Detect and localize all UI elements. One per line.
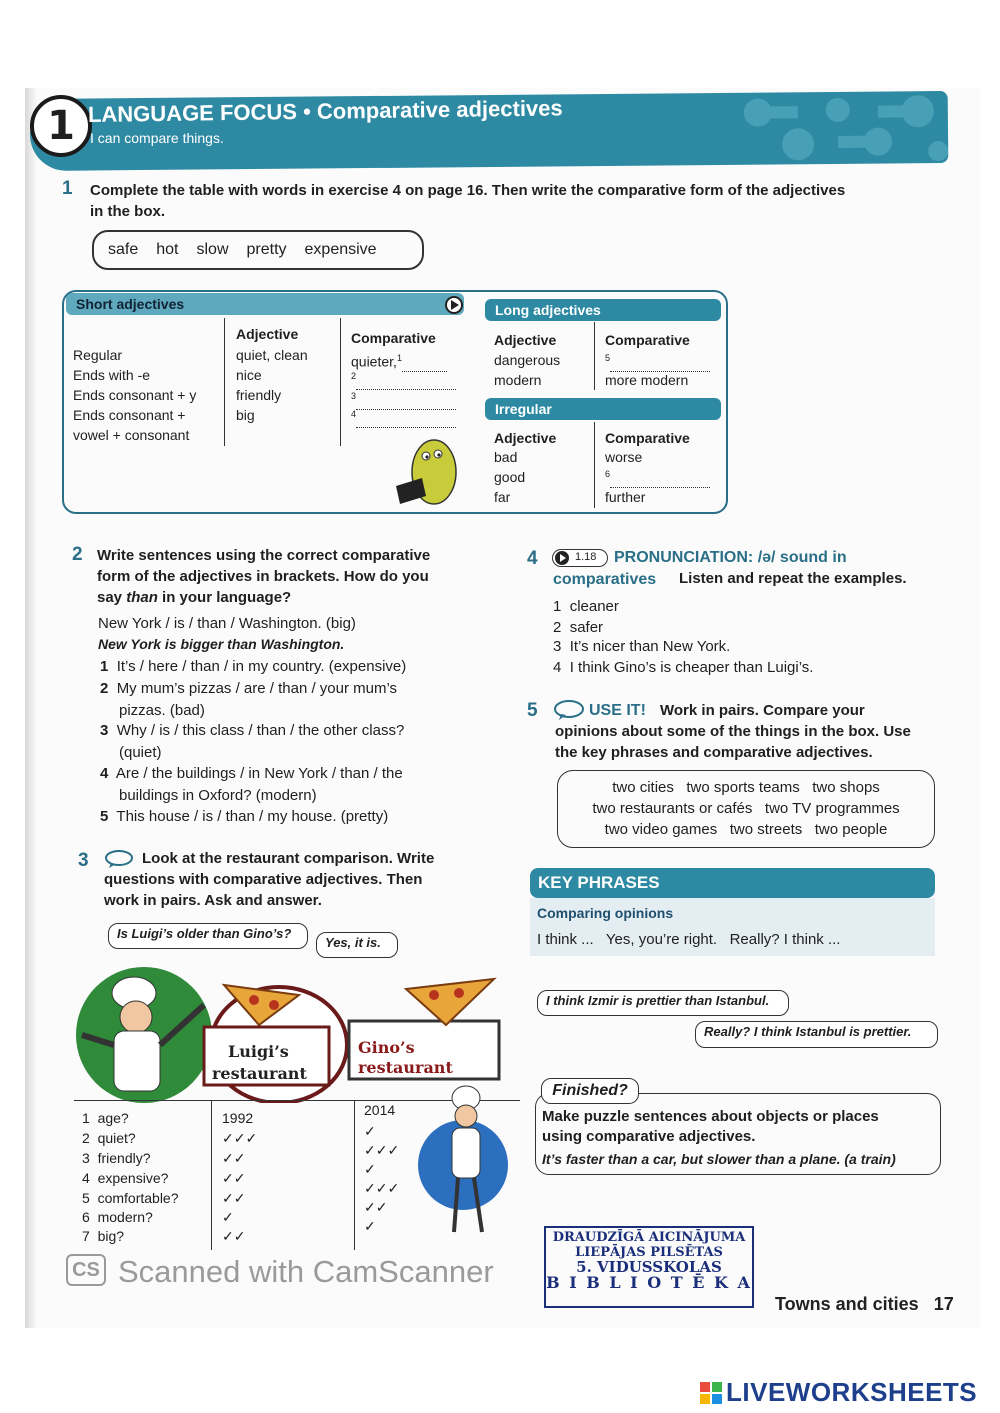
luigi-value: ✓ [222, 1209, 234, 1225]
table-row [82, 1209, 153, 1225]
gino-value: ✓✓✓ [364, 1142, 400, 1158]
row-number: 3 [82, 1150, 90, 1166]
item-text: cleaner [569, 598, 619, 615]
answer-line [356, 415, 456, 428]
camscanner-icon: CS [66, 1254, 106, 1286]
scan-watermark: Scanned with CamScanner [118, 1254, 494, 1289]
luigi-value: 1992 [222, 1110, 254, 1126]
finished-tab: Finished? [541, 1078, 639, 1104]
item-text: This house / is / than / my house. (pretty) [116, 808, 389, 825]
topics-box [557, 770, 935, 848]
item-number: 3 [100, 722, 109, 739]
ex1-instruction: Complete the table with words in exercise 4 on page 16. Then write the comparative form of the adjectives in the box. [90, 182, 846, 220]
gap-number: 4 [351, 409, 357, 419]
table-row [82, 1150, 151, 1166]
table-row [82, 1190, 179, 1206]
item-text: Why / is / this class / than / the other class? [116, 722, 405, 739]
comparative-cell: worse [605, 449, 643, 465]
row-number: 7 [82, 1228, 90, 1244]
stamp-line: DRAUDZĪGĀ AICINĀJUMA [552, 1230, 746, 1245]
word-item: hot [156, 241, 179, 258]
key-phrases-subheading: Comparing opinions [537, 905, 674, 921]
luigi-value: ✓✓ [222, 1190, 246, 1206]
short-adjectives-heading: Short adjectives [66, 293, 464, 315]
table-divider [224, 318, 225, 446]
table-row [82, 1110, 129, 1126]
ex4-title: PRONUNCIATION: /ə/ sound in [614, 549, 847, 566]
word-item: pretty [246, 241, 287, 258]
section-title: Towns and cities [775, 1294, 919, 1314]
ex2-example-prompt: New York / is / than / Washington. (big) [98, 615, 356, 632]
item-text: My mum’s pizzas / are / than / your mum’s [116, 680, 398, 697]
col-header: Comparative [605, 430, 690, 446]
col-header: Comparative [605, 332, 690, 348]
ex2-instruction-part: than [126, 589, 158, 606]
list-item [100, 678, 397, 700]
list-item [553, 657, 813, 679]
gino-value: ✓ [364, 1123, 376, 1139]
row-question: quiet? [97, 1130, 136, 1146]
row-question: expensive? [97, 1170, 169, 1186]
adjective-cell: dangerous [494, 352, 561, 368]
adjective-cell: nice [236, 367, 262, 383]
ex2-instruction: Write sentences using the correct comparative [97, 547, 431, 564]
item-number: 1 [100, 658, 109, 675]
item-text: It’s / here / than / in my country. (expensive) [116, 658, 407, 675]
ex5-instruction: Work in pairs. Compare your [660, 702, 865, 719]
item-number: 2 [553, 619, 562, 636]
word-item: slow [196, 241, 229, 258]
col-header: Adjective [494, 332, 557, 348]
table-divider [594, 322, 595, 390]
row-number: 4 [82, 1170, 90, 1186]
question-bubble: Is Luigi’s older than Gino’s? [108, 923, 308, 949]
word-box [92, 230, 424, 270]
gino-value: ✓ [364, 1161, 376, 1177]
cd-icon [554, 550, 570, 566]
page-title: LANGUAGE FOCUS • Comparative adjectives [87, 95, 563, 127]
ex4-number: 4 [527, 548, 538, 569]
row-label: Ends with -e [73, 367, 151, 383]
speech-bubble-icon [104, 849, 134, 869]
table-row [82, 1228, 124, 1244]
banner-pattern [718, 91, 949, 165]
row-question: friendly? [97, 1150, 151, 1166]
ex2-instruction-part: say [97, 589, 123, 606]
ex2-number: 2 [72, 544, 83, 565]
ex4-title: comparatives [553, 571, 657, 588]
adjective-cell: big [236, 407, 255, 423]
adjective-cell: far [494, 489, 511, 505]
list-item [100, 720, 404, 742]
luigi-value: ✓✓ [222, 1150, 246, 1166]
item-text: It’s nicer than New York. [569, 638, 731, 655]
topics-line: two cities two sports teams two shops [612, 779, 880, 796]
item-number: 4 [553, 659, 562, 676]
row-label: Ends consonant + y [73, 387, 197, 403]
liveworksheets-logo-icon [700, 1382, 722, 1404]
col-header: Adjective [494, 430, 557, 446]
comparative-cell: further [605, 489, 646, 505]
row-label: vowel + consonant [73, 427, 190, 443]
list-item [100, 806, 388, 828]
answer-gap-5[interactable] [605, 348, 710, 372]
ex4-instruction: Listen and repeat the examples. [679, 570, 907, 587]
comparative-cell: quieter, [351, 353, 397, 370]
table-divider [340, 318, 341, 446]
opinion-bubble: I think Izmir is prettier than Istanbul. [537, 990, 789, 1016]
sign-luigi: restaurant [212, 1064, 307, 1083]
adjective-cell: quiet, clean [236, 347, 308, 363]
list-item [100, 656, 406, 678]
list-item [553, 596, 619, 618]
ex3-instruction: Look at the restaurant comparison. Write [142, 850, 435, 867]
item-text: Are / the buildings / in New York / than / the [115, 765, 403, 782]
gino-value: ✓ [364, 1218, 376, 1234]
topics-line: two video games two streets two people [604, 821, 888, 838]
word-item: safe [108, 241, 139, 258]
gino-value: 2014 [364, 1102, 396, 1118]
ex1-number: 1 [62, 178, 73, 199]
stamp-line: B I B L I O T Ē K A [546, 1273, 752, 1292]
audio-icon[interactable] [440, 295, 468, 315]
ex5-instruction: opinions about some of the things in the box. Use [555, 723, 911, 740]
col-header: Comparative [351, 330, 436, 346]
key-phrases-list: I think ... Yes, you’re right. Really? I think ... [537, 931, 841, 948]
table-row [82, 1170, 168, 1186]
answer-line [610, 475, 710, 488]
row-question: modern? [97, 1209, 153, 1225]
adjective-cell: good [494, 469, 526, 485]
word-item: expensive [304, 241, 377, 258]
finished-text: Make puzzle sentences about objects or places [542, 1108, 879, 1125]
item-text: pizzas. (bad) [119, 702, 205, 719]
sign-gino: restaurant [358, 1058, 453, 1077]
library-stamp [544, 1226, 754, 1308]
adjective-cell: bad [494, 449, 518, 465]
gap-number: 1 [396, 353, 402, 363]
item-number: 3 [553, 638, 562, 655]
stamp-line: LIEPĀJAS PILSĒTAS [575, 1245, 723, 1260]
page-number: 17 [933, 1294, 954, 1314]
ex2-example-answer: New York is bigger than Washington. [98, 636, 345, 652]
row-number: 6 [82, 1209, 90, 1225]
answer-gap-4[interactable] [351, 404, 456, 428]
irregular-heading: Irregular [485, 398, 721, 420]
row-label: Ends consonant + [73, 407, 186, 423]
item-text: (quiet) [119, 744, 162, 761]
luigi-value: ✓✓ [222, 1170, 246, 1186]
page-footer [775, 1294, 954, 1315]
ex5-number: 5 [527, 700, 538, 721]
page-subtitle: I can compare things. [90, 130, 224, 146]
gap-number: 2 [351, 371, 357, 381]
ex2-instruction [97, 587, 291, 608]
gap-number: 6 [605, 469, 611, 479]
unit-number: 1 [30, 95, 92, 157]
luigi-value: ✓✓ [222, 1228, 246, 1244]
finished-example: It’s faster than a car, but slower than a plane. (a train) [542, 1151, 896, 1167]
ex5-label: USE IT! [589, 702, 646, 719]
list-item [100, 763, 403, 785]
gap-number: 5 [605, 353, 611, 363]
topics-line: two restaurants or cafés two TV programmes [592, 800, 900, 817]
item-text: safer [569, 619, 604, 636]
comparative-cell: more modern [605, 372, 689, 388]
table-divider [594, 422, 595, 508]
row-question: comfortable? [97, 1190, 179, 1206]
row-label: Regular [73, 347, 123, 363]
opinion-bubble: Really? I think Istanbul is prettier. [695, 1021, 938, 1048]
item-text: I think Gino’s is cheaper than Luigi’s. [569, 659, 814, 676]
stamp-line: 5. VIDUSSKOLAS [576, 1258, 722, 1276]
item-text: buildings in Oxford? (modern) [119, 787, 317, 804]
sign-luigi: Luigi’s [228, 1042, 289, 1061]
page-shadow [25, 88, 37, 1328]
row-number: 2 [82, 1130, 90, 1146]
liveworksheets-brand[interactable]: LIVEWORKSHEETS [726, 1377, 978, 1407]
item-number: 5 [100, 808, 109, 825]
item-number: 4 [100, 765, 109, 782]
answer-bubble: Yes, it is. [316, 932, 398, 958]
gap-number: 3 [351, 391, 357, 401]
item-number: 1 [553, 598, 562, 615]
gino-value: ✓✓✓ [364, 1180, 400, 1196]
finished-text: using comparative adjectives. [542, 1128, 756, 1145]
gino-value: ✓✓ [364, 1199, 388, 1215]
ex2-instruction: form of the adjectives in brackets. How do you [97, 568, 429, 585]
mascot-illustration [392, 432, 464, 510]
col-header: Adjective [236, 326, 299, 342]
item-number: 2 [100, 680, 109, 697]
luigi-value: ✓✓✓ [222, 1130, 258, 1146]
answer-gap-6[interactable] [605, 464, 710, 488]
speech-bubble-icon [553, 699, 585, 721]
ex5-instruction: the key phrases and comparative adjectives. [555, 744, 873, 761]
sign-gino: Gino’s [358, 1038, 415, 1057]
row-question: big? [97, 1228, 125, 1244]
chef-gino-illustration [418, 1080, 518, 1240]
long-adjectives-heading: Long adjectives [485, 299, 721, 321]
ex3-instruction: questions with comparative adjectives. Then [104, 871, 423, 888]
row-number: 5 [82, 1190, 90, 1206]
ex3-number: 3 [78, 850, 89, 871]
row-question: age? [97, 1110, 129, 1126]
adjective-cell: friendly [236, 387, 282, 403]
audio-track-label: 1.18 [575, 551, 597, 563]
ex2-instruction-part: in your language? [162, 589, 292, 606]
row-number: 1 [82, 1110, 90, 1126]
table-row [82, 1130, 136, 1146]
ex3-instruction: work in pairs. Ask and answer. [104, 892, 322, 909]
key-phrases-heading: KEY PHRASES [530, 868, 935, 898]
list-item [553, 636, 730, 658]
adjective-cell: modern [494, 372, 542, 388]
